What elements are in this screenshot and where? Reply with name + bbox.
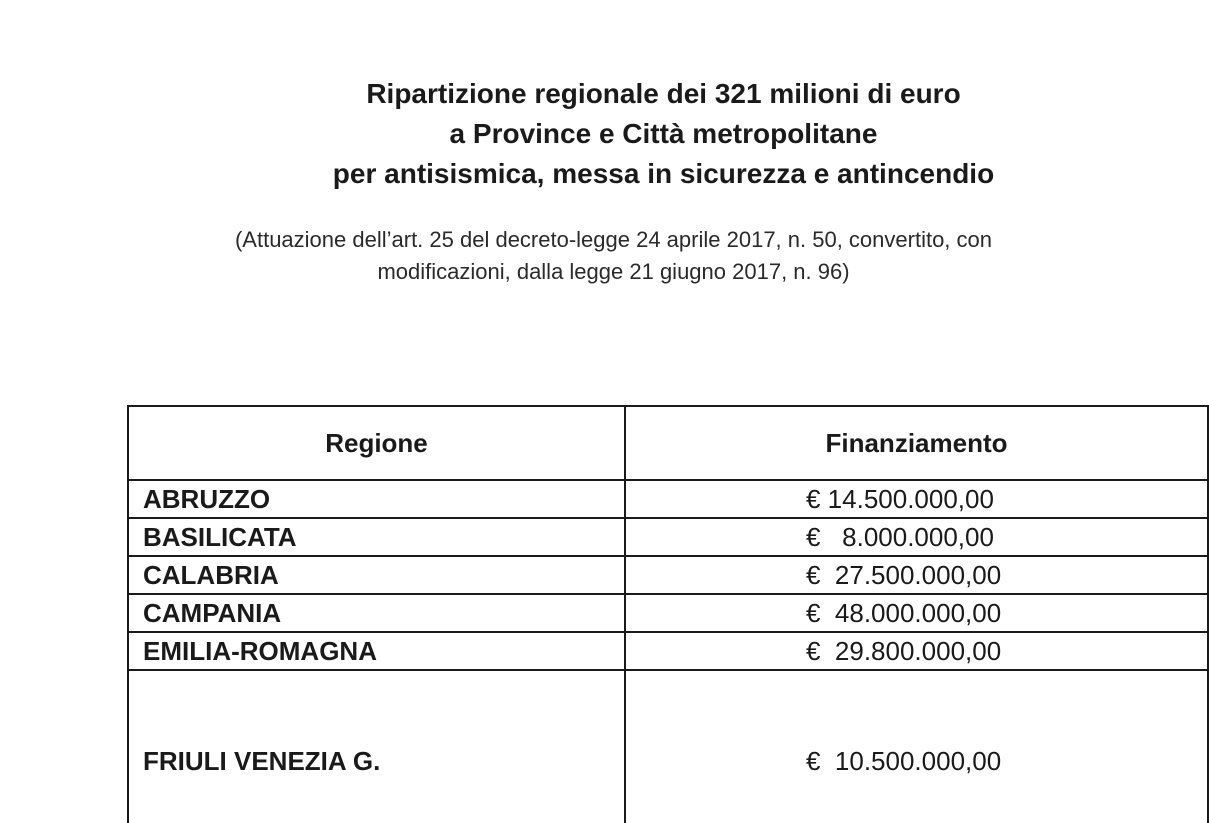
table-row bbox=[128, 480, 1208, 518]
column-header-finanziamento: Finanziamento bbox=[625, 406, 1208, 480]
region-cell: EMILIA-ROMAGNA bbox=[128, 632, 625, 670]
region-cell bbox=[128, 670, 625, 823]
table-header-row bbox=[128, 406, 1208, 480]
amount-cell: € 14.500.000,00 bbox=[625, 480, 1208, 518]
region-cell: BASILICATA bbox=[128, 518, 625, 556]
table-row bbox=[128, 632, 1208, 670]
title-line-1: Ripartizione regionale dei 321 milioni di euro bbox=[366, 78, 961, 109]
document-title bbox=[0, 74, 1200, 194]
amount-cell: € 29.800.000,00 bbox=[625, 632, 1208, 670]
amount-cell-text: € 10.500.000,00 bbox=[806, 746, 1002, 776]
region-cell-text: FRIULI VENEZIA G. bbox=[143, 746, 381, 776]
amount-cell: € 8.000.000,00 bbox=[625, 518, 1208, 556]
table-row bbox=[128, 556, 1208, 594]
region-cell: CALABRIA bbox=[128, 556, 625, 594]
funding-table bbox=[127, 405, 1209, 823]
subtitle-line-2: modificazioni, dalla legge 21 giugno 2017, n. 96) bbox=[377, 259, 850, 284]
region-cell: CAMPANIA bbox=[128, 594, 625, 632]
table-header bbox=[128, 406, 1208, 480]
column-header-regione: Regione bbox=[128, 406, 625, 480]
amount-cell: € 48.000.000,00 bbox=[625, 594, 1208, 632]
amount-cell bbox=[625, 670, 1208, 823]
table-row-partial bbox=[128, 670, 1208, 823]
table-row bbox=[128, 518, 1208, 556]
subtitle-line-1: (Attuazione dell’art. 25 del decreto-legge 24 aprile 2017, n. 50, convertito, con bbox=[234, 227, 993, 252]
document-subtitle bbox=[0, 224, 1200, 288]
title-line-2: a Province e Città metropolitane bbox=[449, 118, 878, 149]
title-line-3: per antisismica, messa in sicurezza e antincendio bbox=[332, 158, 995, 189]
funding-table-container bbox=[127, 405, 1207, 823]
table-body bbox=[128, 480, 1208, 823]
table-row bbox=[128, 594, 1208, 632]
amount-cell: € 27.500.000,00 bbox=[625, 556, 1208, 594]
region-cell: ABRUZZO bbox=[128, 480, 625, 518]
